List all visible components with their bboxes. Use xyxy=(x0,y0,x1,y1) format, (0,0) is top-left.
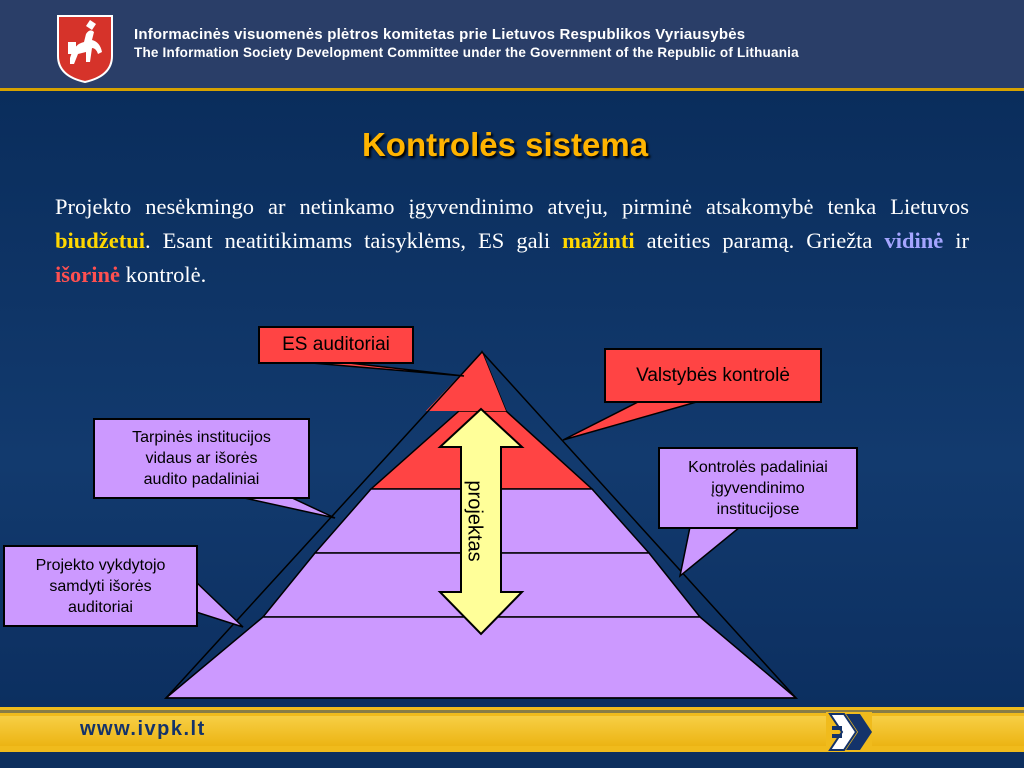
label-kontroles-line-2: įgyvendinimo xyxy=(711,479,805,497)
label-projekto-line-1: Projekto vykdytojo xyxy=(35,556,166,574)
slide-title: Kontrolės sistema xyxy=(361,126,649,163)
para-text-2: . Esant neatitikimams taisyklėms, ES gali xyxy=(145,228,563,253)
footer-bottom-edge xyxy=(0,752,1024,768)
para-text-1: Projekto nesėkmingo ar netinkamo įgyvendinimo atveju, pirminė atsakomybė tenka Lietuvos xyxy=(55,194,969,219)
pointer-es xyxy=(300,362,464,376)
label-tarpines-line-2: vidaus ar išorės xyxy=(145,450,258,467)
label-tarpines-line-3: audito padaliniai xyxy=(143,471,260,488)
label-kontroles-line-1: Kontrolės padaliniai xyxy=(688,458,828,476)
label-es-text: ES auditoriai xyxy=(282,334,390,355)
para-highlight-mazinti: mažinti xyxy=(562,228,635,253)
label-projekto-line-3: auditoriai xyxy=(68,598,133,616)
projektas-label: projektas xyxy=(463,480,486,562)
para-text-3: ateities paramą. Griežta xyxy=(634,228,885,253)
para-highlight-biudzetui: biudžetui xyxy=(55,228,146,253)
label-tarpines-institucijos xyxy=(93,418,310,499)
pyramid-top-cap xyxy=(426,352,506,411)
double-arrow-right-icon[interactable] xyxy=(826,710,876,754)
para-text-4: ir xyxy=(943,228,969,253)
label-kontroles-line-3: institucijose xyxy=(716,500,800,518)
para-text-5: kontrolė. xyxy=(120,262,207,287)
label-projekto-vykdytojo xyxy=(3,545,198,627)
header-title-en: The Information Society Development Committee under the Government of the Republic of Lithuania xyxy=(134,45,799,60)
pointer-kontroles xyxy=(680,527,740,576)
pointer-valstybes xyxy=(563,401,700,440)
label-kontroles-padaliniai xyxy=(658,447,858,529)
label-valstybes-text: Valstybės kontrolė xyxy=(636,364,790,386)
label-projekto-line-2: samdyti išorės xyxy=(49,577,152,595)
label-valstybes-kontrole xyxy=(604,348,822,403)
footer-url-link[interactable]: www.ivpk.lt xyxy=(80,718,206,740)
para-highlight-vidine: vidinė xyxy=(884,228,944,253)
para-highlight-isorine: išorinė xyxy=(55,262,120,287)
label-es-auditoriai xyxy=(258,326,414,364)
header-title-lt: Informacinės visuomenės plėtros komitetas prie Lietuvos Respublikos Vyriausybės xyxy=(134,26,746,43)
pointer-projekto xyxy=(196,582,243,627)
label-tarpines-line-1: Tarpinės institucijos xyxy=(132,429,271,446)
pointer-tarpines xyxy=(240,497,335,518)
